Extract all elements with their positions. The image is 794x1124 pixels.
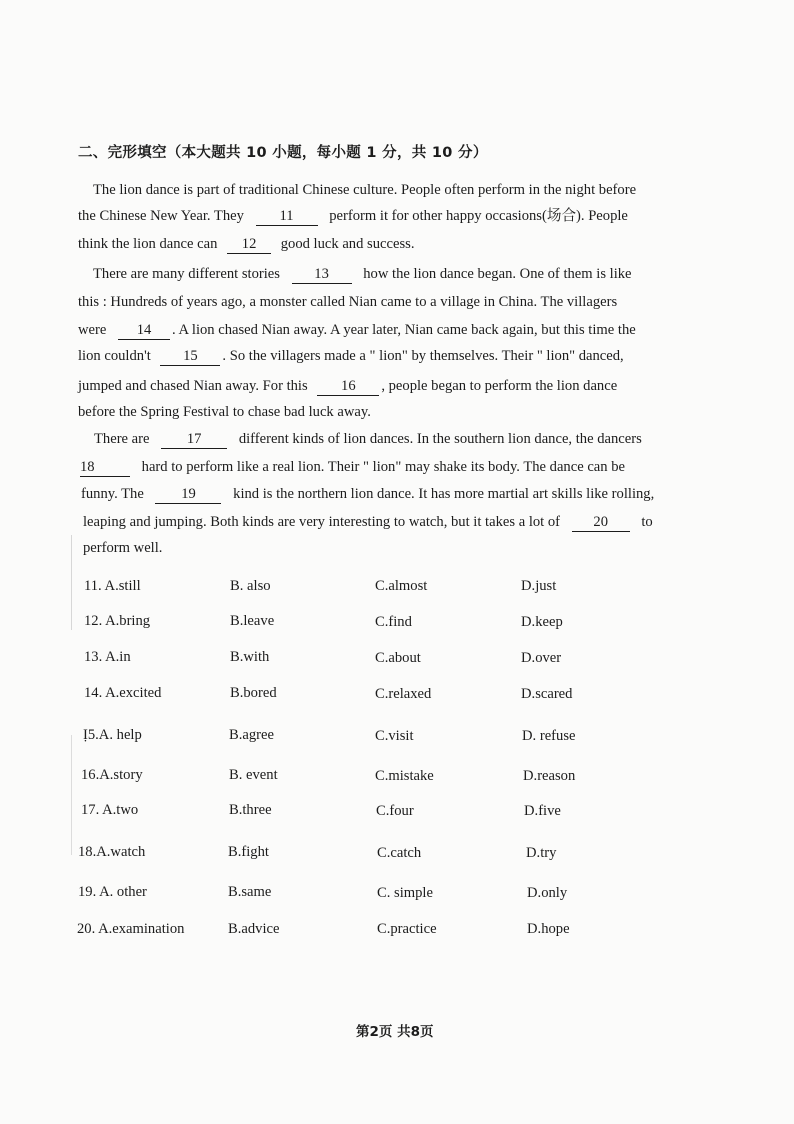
- option-d: D.scared: [521, 686, 573, 702]
- text: lion couldn't: [78, 348, 151, 364]
- option-a: 17. A.two: [81, 802, 139, 818]
- option-b: B.bored: [230, 685, 277, 701]
- blank-13: 13: [292, 266, 352, 284]
- option-a: 18.A.watch: [78, 844, 146, 860]
- page-number: 第2页 共8页: [356, 1024, 434, 1040]
- option-b: B.leave: [230, 613, 275, 629]
- text: , people began to perform the lion dance: [381, 378, 618, 394]
- option-b: B.three: [229, 802, 272, 818]
- option-c: C. simple: [377, 885, 433, 901]
- blank-14: 14: [118, 322, 170, 340]
- text: to: [641, 514, 653, 530]
- passage-line: [80, 457, 625, 477]
- option-b: B. also: [230, 578, 271, 594]
- option-b: B. event: [229, 767, 278, 783]
- text: how the lion dance began. One of them is like: [363, 266, 632, 282]
- option-d: D.hope: [527, 921, 570, 937]
- passage-line: [81, 484, 654, 504]
- option-a: 19. A. other: [78, 884, 147, 900]
- option-d: D.only: [527, 885, 568, 901]
- text: this : Hundreds of years ago, a monster called Nian came to a village in China. The villagers: [78, 294, 618, 310]
- option-c: C.about: [375, 650, 421, 666]
- option-d: D.reason: [523, 768, 576, 784]
- option-d: D.try: [526, 845, 557, 861]
- passage-line: [78, 320, 636, 340]
- scan-mark: [71, 735, 72, 855]
- option-c: C.four: [376, 803, 414, 819]
- section-title: 二、完形填空（本大题共 10 小题，每小题 1 分，共 10 分）: [78, 145, 488, 161]
- passage-line: [93, 180, 636, 200]
- passage-line: [78, 292, 617, 312]
- option-a: 14. A.excited: [84, 685, 162, 701]
- text: funny. The: [81, 486, 144, 502]
- option-c: C.practice: [377, 921, 437, 937]
- option-b: B.advice: [228, 921, 280, 937]
- passage-line: [93, 264, 632, 284]
- option-d: D.just: [521, 578, 557, 594]
- text: jumped and chased Nian away. For this: [78, 378, 308, 394]
- text: There are many different stories: [93, 266, 280, 282]
- text: perform well.: [83, 540, 163, 556]
- text: There are: [94, 431, 150, 447]
- option-a: 20. A.examination: [77, 921, 185, 937]
- passage-line: [78, 206, 628, 226]
- text: The lion dance is part of traditional Chinese culture. People often perform in the night before: [93, 182, 637, 198]
- passage-line: [78, 376, 617, 396]
- blank-17: 17: [161, 431, 227, 449]
- option-d: D.five: [524, 803, 561, 819]
- option-d: D.keep: [521, 614, 563, 630]
- text: good luck and success.: [280, 236, 415, 252]
- option-c: C.almost: [375, 578, 428, 594]
- option-c: C.visit: [375, 728, 414, 744]
- blank-11: 11: [256, 208, 318, 226]
- passage-line: [83, 512, 653, 532]
- option-c: C.relaxed: [375, 686, 432, 702]
- option-b: B.with: [230, 649, 270, 665]
- text: . A lion chased Nian away. A year later, Nian came back again, but this time the: [172, 322, 636, 338]
- blank-18: 18: [80, 459, 130, 477]
- passage-line: [78, 346, 624, 366]
- option-b: B.agree: [229, 727, 274, 743]
- passage-line: [78, 402, 371, 422]
- text: . So the villagers made a " lion" by themselves. Their " lion" danced,: [222, 348, 624, 364]
- text: before the Spring Festival to chase bad luck away.: [78, 404, 371, 420]
- option-a: 13. A.in: [84, 649, 131, 665]
- text: kind is the northern lion dance. It has more martial art skills like rolling,: [233, 486, 655, 502]
- option-c: C.find: [375, 614, 412, 630]
- text: leaping and jumping. Both kinds are very interesting to watch, but it takes a lot of: [83, 514, 561, 530]
- option-a: Ị5.A. help: [83, 727, 142, 743]
- option-a: 11. A.still: [84, 578, 141, 594]
- scan-mark: [71, 535, 72, 630]
- option-b: B.same: [228, 884, 272, 900]
- passage-line: [94, 429, 642, 449]
- option-c: C.mistake: [375, 768, 434, 784]
- passage-line: [83, 538, 162, 558]
- blank-16: 16: [317, 378, 379, 396]
- blank-12: 12: [227, 236, 271, 254]
- option-d: D. refuse: [522, 728, 576, 744]
- text: perform it for other happy occasions(场合). People: [329, 208, 628, 224]
- option-d: D.over: [521, 650, 562, 666]
- blank-20: 20: [572, 514, 630, 532]
- text: think the lion dance can: [78, 236, 218, 252]
- option-c: C.catch: [377, 845, 422, 861]
- text: were: [78, 322, 107, 338]
- option-b: B.fight: [228, 844, 269, 860]
- text: different kinds of lion dances. In the southern lion dance, the dancers: [238, 431, 642, 447]
- blank-15: 15: [160, 348, 220, 366]
- passage-line: [78, 234, 414, 254]
- option-a: 12. A.bring: [84, 613, 151, 629]
- blank-19: 19: [155, 486, 221, 504]
- option-a: 16.A.story: [81, 767, 143, 783]
- text: the Chinese New Year. They: [78, 208, 244, 224]
- text: hard to perform like a real lion. Their " lion" may shake its body. The dance can be: [141, 459, 626, 475]
